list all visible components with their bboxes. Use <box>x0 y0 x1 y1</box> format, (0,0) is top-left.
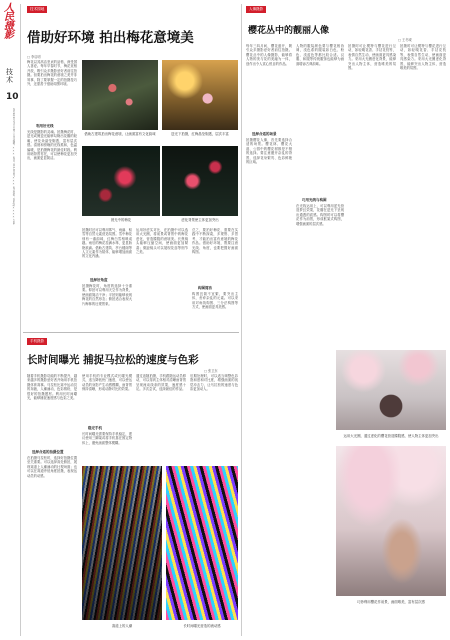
logo-text: 人民摄影 <box>4 3 14 41</box>
plum-photo <box>162 146 238 216</box>
masthead-divider <box>20 4 21 636</box>
article-column: 人物的服装颜色要与樱花相协调，浅色系的服装如白色、粉色、浅蓝色等都比较合适。汉服、和服等传统服饰也能够为画面增添古典韵味。 <box>296 44 344 66</box>
marathon-photo <box>82 466 162 620</box>
article-column: 拍摄梅花时，角度的选择十分重要。仰拍可以利用天空作为背景，使画面简洁干净；平拍则能够表现梅花的自然形态；俯拍适合表现大片梅林的壮观景象。 <box>82 284 132 306</box>
article-column: 通过追随拍摄，手机跟随运动员移动，可以得到主体相对清晰而背景呈现流动线条的效果，速度感十足。多次尝试，选择最佳的作品。 <box>136 374 186 392</box>
subheading: 稳定手机 <box>88 426 102 430</box>
article-column: 总之，要拍好梅花，需要在实践中不断探索，多观察、多思考，才能拍出富有意境的梅花作品。借助好环境，既要注意光线、角度，也要把握好画面构图。 <box>192 228 238 255</box>
plum-photo <box>82 146 160 216</box>
cherry-portrait-photo <box>336 446 446 596</box>
article-column: 构图宜简不宜繁，要突出主体，舍弃杂乱的元素。可以采用对角线构图、三分法构图等方式，使画面更具美感。 <box>192 292 238 310</box>
article-byline: □ 张卫东 <box>204 369 218 373</box>
plum-photo <box>82 60 158 130</box>
photo-caption: 运用大光圈，通过虚化的樱花营造朦胧感，使人物主体更加突出 <box>343 434 439 438</box>
section-label: 技术 <box>6 68 13 84</box>
marathon-photo <box>166 466 238 620</box>
subheading: 选择好角度 <box>90 278 108 282</box>
article-title: 借助好环境 拍出梅花意境美 <box>27 30 194 46</box>
article-column: 在拍摄马拉松时，选择好拍摄位置至关重要。可以选择高处俯拍，展现赛道上人潮涌动的壮观场面；也可以在赛道旁低角度拍摄，表现运动员的动感。 <box>27 456 77 478</box>
subheading: 利用好光线 <box>36 124 54 128</box>
plum-photo <box>162 60 238 130</box>
page-number: 10 <box>6 92 19 102</box>
subheading: 巧用光线与构图 <box>302 198 327 202</box>
article-column: 随着手机摄影功能的不断提升，越来越多的摄影爱好者开始用手机拍摄体育赛事。马拉松比赛中运动员的奔跑，人潮涌动，色彩缤纷，是很好的拍摄题材。利用长时间曝光，能够捕捉速度感与色彩之美。 <box>27 374 77 401</box>
article-column: 拍摄时可让模特与樱花进行互动，如轻嗅花香、手拈花枝等，表情自然生动，使画面更具感染力。采用大光圈虚化背景，能够突出人物主体，营造唯美的氛围。 <box>400 44 446 71</box>
article-column: 运用好虚实对比，在拍摄中可以选用大光圈，将前景或背景中的梅花虚化，营造朦胧的意境美。长焦镜头能够压缩空间，使画面更加紧凑；微距镜头可以展现花蕊等细节之美。 <box>136 228 188 255</box>
subheading: 构图简洁 <box>198 286 212 290</box>
photo-caption: 巧妙利用樱花作前景，画面唯美，富有层次感 <box>357 600 425 604</box>
article-title: 樱花丛中的靓丽人像 <box>248 26 330 36</box>
masthead-side-info: 2024年4月17日 星期三 责任编辑：××× 电话：010-65367××× 电子信箱：rmsy@××××.com <box>12 108 15 225</box>
section-tag: 手机摄影 <box>27 338 47 345</box>
cherry-portrait-photo <box>336 350 446 430</box>
photo-caption: 逆光下拍摄，红梅晶莹剔透，层次丰富 <box>171 132 229 136</box>
section-divider <box>23 332 239 333</box>
article-column: 在光线运用上，可以利用逆光营造梦幻效果，花瓣在逆光下呈现出通透的质感。构图时可以将樱花作为前景，形成框架式构图，增强画面的层次感。 <box>296 204 344 226</box>
photo-caption: 借助古建筑拍出梅花意境，让画面富有文化韵味 <box>84 132 156 136</box>
article-column: 每年三四月间，樱花盛开，吸引众多摄影爱好者前往拍摄。樱花丛中的人像摄影，能够将人物的美与花的美融为一体，创作出令人赏心悦目的作品。 <box>246 44 292 66</box>
section-tag: 人像摄影 <box>246 6 266 13</box>
photo-caption: 长时间曝光营造的流动感 <box>183 624 221 628</box>
article-column: 梅花以其高洁坚贞的品格，深受国人喜爱。每年早春时节，梅花竞相开放，吸引众多摄影爱好者前往拍摄。但要拍出梅花的意境之美并非易事，除了要掌握一定的拍摄技巧外，还需善于借助周围环境。 <box>27 60 77 87</box>
article-byline: □ 李启明 <box>27 55 41 59</box>
subheading: 选择合适的场景 <box>252 132 277 136</box>
article-byline: □ 王冬城 <box>398 38 412 42</box>
photo-caption: 虚化背景使主体更加突出 <box>181 218 219 222</box>
column-divider <box>241 4 242 636</box>
section-tag: 技术园地 <box>27 6 47 13</box>
article-title: 长时间曝光 捕捉马拉松的速度与色彩 <box>27 354 199 366</box>
article-column: 拍摄时可让模特与樱花进行互动，如轻嗅花香、手拈花枝等，表情自然生动，使画面更具感染力。采用大光圈虚化背景，能够突出人物主体，营造唯美的氛围。 <box>348 44 396 71</box>
article-column: 光线是摄影的灵魂。拍摄梅花时，逆光或侧逆光能够勾勒出花瓣的轮廓，使花朵晶莹剔透，富有层次感。清晨和傍晚的光线柔和，色温偏暖，是拍摄梅花的最佳时段。利用暗背景衬托，可以使梅花更加突出，画面更显简洁。 <box>27 130 77 161</box>
article-column: 拍摄时还可以利用雾气、雨滴、积雪等自然元素营造氛围。雪中梅花别有一番韵味，红梅白雪相映成趣。雨后的梅花挂满水珠，更显娇艳欲滴。借助古建筑、亭台楼阁等人文元素作为陪体，能够增加画面的文化内涵。 <box>82 228 132 259</box>
article-column: 后期处理时，可以适当调整色彩饱和度和对比度，增强画面的视觉冲击力，让马拉松的速度与色彩更加动人。 <box>190 374 238 392</box>
article-column: 拍摄樱花人像，首先要选择合适的场景。樱花林、樱花大道、公园中的樱花树都是不错的选择。要注意避开杂乱的背景，选择花朵繁茂、色彩鲜艳的区域。 <box>246 138 292 165</box>
photo-caption: 赛道上的人潮 <box>111 624 133 628</box>
subheading: 选择合适的拍摄位置 <box>32 450 64 454</box>
photo-caption: 晨光中的梅花 <box>110 218 132 222</box>
article-column: 长时间曝光需要保持手机稳定，建议使用三脚架或将手机靠在固定物体上，避免画面整体模糊。 <box>82 432 132 445</box>
article-column: 使用手机的专业模式或长曝光模式，适当降低快门速度，可以使运动员的身影产生动感模糊，而背景保持清晰，形成动静对比的效果。 <box>82 374 132 392</box>
